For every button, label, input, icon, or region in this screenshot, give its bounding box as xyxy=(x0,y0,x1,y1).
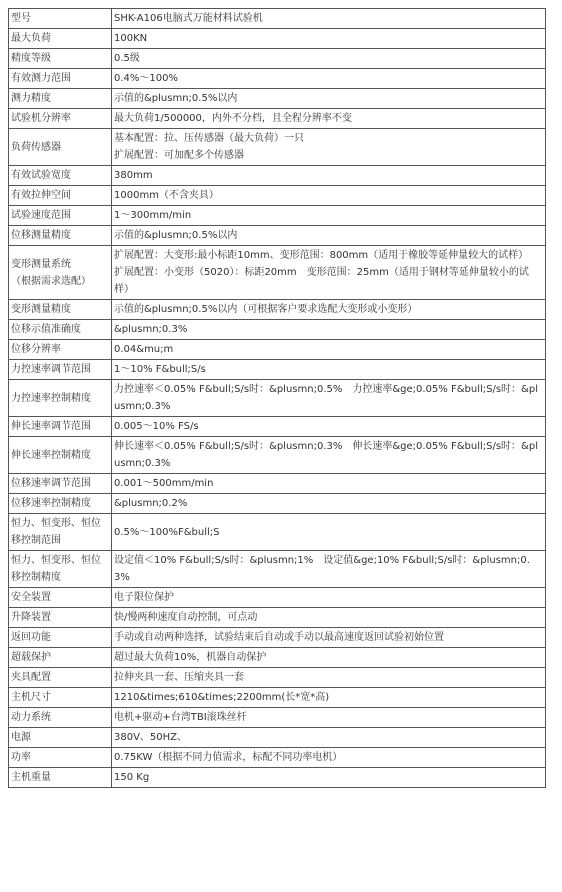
table-row xyxy=(9,300,546,320)
table-row xyxy=(9,494,546,514)
table-row xyxy=(9,474,546,494)
row-value: 380mm xyxy=(112,166,546,186)
row-label: 动力系统 xyxy=(9,708,112,728)
table-row xyxy=(9,340,546,360)
table-row xyxy=(9,226,546,246)
table-row xyxy=(9,246,546,300)
row-value: &plusmn;0.3% xyxy=(112,320,546,340)
table-row xyxy=(9,380,546,417)
table-row xyxy=(9,49,546,69)
table-row xyxy=(9,688,546,708)
table-row xyxy=(9,69,546,89)
table-row xyxy=(9,129,546,166)
row-label: 力控速率调节范围 xyxy=(9,360,112,380)
row-label: 恒力、恒变形、恒位移控制范围 xyxy=(9,514,112,551)
row-label: 测力精度 xyxy=(9,89,112,109)
row-label: 电源 xyxy=(9,728,112,748)
row-label: 恒力、恒变形、恒位移控制精度 xyxy=(9,551,112,588)
row-label: 变形测量系统 （根据需求选配） xyxy=(9,246,112,300)
row-label: 夹具配置 xyxy=(9,668,112,688)
table-row xyxy=(9,109,546,129)
table-row xyxy=(9,89,546,109)
table-row xyxy=(9,708,546,728)
spec-table xyxy=(8,8,546,788)
row-label: 位移速率调节范围 xyxy=(9,474,112,494)
row-label: 位移分辨率 xyxy=(9,340,112,360)
table-row xyxy=(9,9,546,29)
table-row xyxy=(9,186,546,206)
row-value: 0.75KW（根据不同力值需求，标配不同功率电机） xyxy=(112,748,546,768)
row-label: 精度等级 xyxy=(9,49,112,69)
row-label: 升降装置 xyxy=(9,608,112,628)
row-value: 0.04&mu;m xyxy=(112,340,546,360)
row-label: 最大负荷 xyxy=(9,29,112,49)
row-value: 示值的&plusmn;0.5%以内 xyxy=(112,226,546,246)
row-value: SHK-A106电脑式万能材料试验机 xyxy=(112,9,546,29)
row-value: &plusmn;0.2% xyxy=(112,494,546,514)
table-row xyxy=(9,648,546,668)
table-row xyxy=(9,166,546,186)
row-label: 主机重量 xyxy=(9,768,112,788)
row-label: 位移示值准确度 xyxy=(9,320,112,340)
spec-table-body xyxy=(9,9,546,788)
row-value: 1000mm（不含夹具） xyxy=(112,186,546,206)
row-value: 最大负荷1/500000，内外不分档，且全程分辨率不变 xyxy=(112,109,546,129)
table-row xyxy=(9,768,546,788)
row-value: 150 Kg xyxy=(112,768,546,788)
row-label: 力控速率控制精度 xyxy=(9,380,112,417)
row-label: 试验速度范围 xyxy=(9,206,112,226)
row-value: 100KN xyxy=(112,29,546,49)
row-value: 1210&times;610&times;2200mm(长*宽*高) xyxy=(112,688,546,708)
row-label: 试验机分辨率 xyxy=(9,109,112,129)
table-row xyxy=(9,551,546,588)
row-label: 返回功能 xyxy=(9,628,112,648)
row-label: 功率 xyxy=(9,748,112,768)
row-value: 基本配置：拉、压传感器（最大负荷）一只 扩展配置：可加配多个传感器 xyxy=(112,129,546,166)
row-value: 示值的&plusmn;0.5%以内（可根据客户要求选配大变形或小变形） xyxy=(112,300,546,320)
table-row xyxy=(9,728,546,748)
row-value: 0.005～10% FS/s xyxy=(112,417,546,437)
table-row xyxy=(9,514,546,551)
row-value: 0.001～500mm/min xyxy=(112,474,546,494)
table-row xyxy=(9,608,546,628)
row-value: 1～300mm/min xyxy=(112,206,546,226)
row-label: 伸长速率调节范围 xyxy=(9,417,112,437)
row-label: 伸长速率控制精度 xyxy=(9,437,112,474)
row-label: 有效测力范围 xyxy=(9,69,112,89)
row-label: 型号 xyxy=(9,9,112,29)
row-value: 伸长速率＜0.05% F&bull;S/s时：&plusmn;0.3% 伸长速率&ge;0.05% F&bull;S/s时：&plusmn;0.3% xyxy=(112,437,546,474)
row-value: 超过最大负荷10%，机器自动保护 xyxy=(112,648,546,668)
row-label: 位移测量精度 xyxy=(9,226,112,246)
table-row xyxy=(9,320,546,340)
row-label: 安全装置 xyxy=(9,588,112,608)
row-value: 0.4%～100% xyxy=(112,69,546,89)
row-label: 变形测量精度 xyxy=(9,300,112,320)
table-row xyxy=(9,29,546,49)
table-row xyxy=(9,668,546,688)
row-label: 超载保护 xyxy=(9,648,112,668)
table-row xyxy=(9,437,546,474)
table-row xyxy=(9,628,546,648)
row-value: 手动或自动两种选择，试验结束后自动或手动以最高速度返回试验初始位置 xyxy=(112,628,546,648)
row-label: 有效拉伸空间 xyxy=(9,186,112,206)
row-label: 位移速率控制精度 xyxy=(9,494,112,514)
row-value: 0.5级 xyxy=(112,49,546,69)
row-value: 快/慢两种速度自动控制，可点动 xyxy=(112,608,546,628)
row-value: 电子限位保护 xyxy=(112,588,546,608)
row-value: 示值的&plusmn;0.5%以内 xyxy=(112,89,546,109)
row-label: 负荷传感器 xyxy=(9,129,112,166)
row-value: 0.5%～100%F&bull;S xyxy=(112,514,546,551)
row-value: 力控速率＜0.05% F&bull;S/s时：&plusmn;0.5% 力控速率&ge;0.05% F&bull;S/s时：&plusmn;0.3% xyxy=(112,380,546,417)
row-label: 主机尺寸 xyxy=(9,688,112,708)
table-row xyxy=(9,206,546,226)
table-row xyxy=(9,588,546,608)
row-value: 拉伸夹具一套、压缩夹具一套 xyxy=(112,668,546,688)
table-row xyxy=(9,360,546,380)
row-label: 有效试验宽度 xyxy=(9,166,112,186)
row-value: 380V、50HZ、 xyxy=(112,728,546,748)
row-value: 1～10% F&bull;S/s xyxy=(112,360,546,380)
table-row xyxy=(9,417,546,437)
row-value: 扩展配置：大变形:最小标距10mm、变形范围：800mm（适用于橡胶等延伸量较大的试样） 扩展配置：小变形（5020）：标距20mm 变形范围：25mm（适用于钢材等延伸量较小的试样） xyxy=(112,246,546,300)
row-value: 电机+驱动+台湾TBI滚珠丝杆 xyxy=(112,708,546,728)
row-value: 设定值＜10% F&bull;S/s时：&plusmn;1% 设定值&ge;10% F&bull;S/s时：&plusmn;0.3% xyxy=(112,551,546,588)
table-row xyxy=(9,748,546,768)
